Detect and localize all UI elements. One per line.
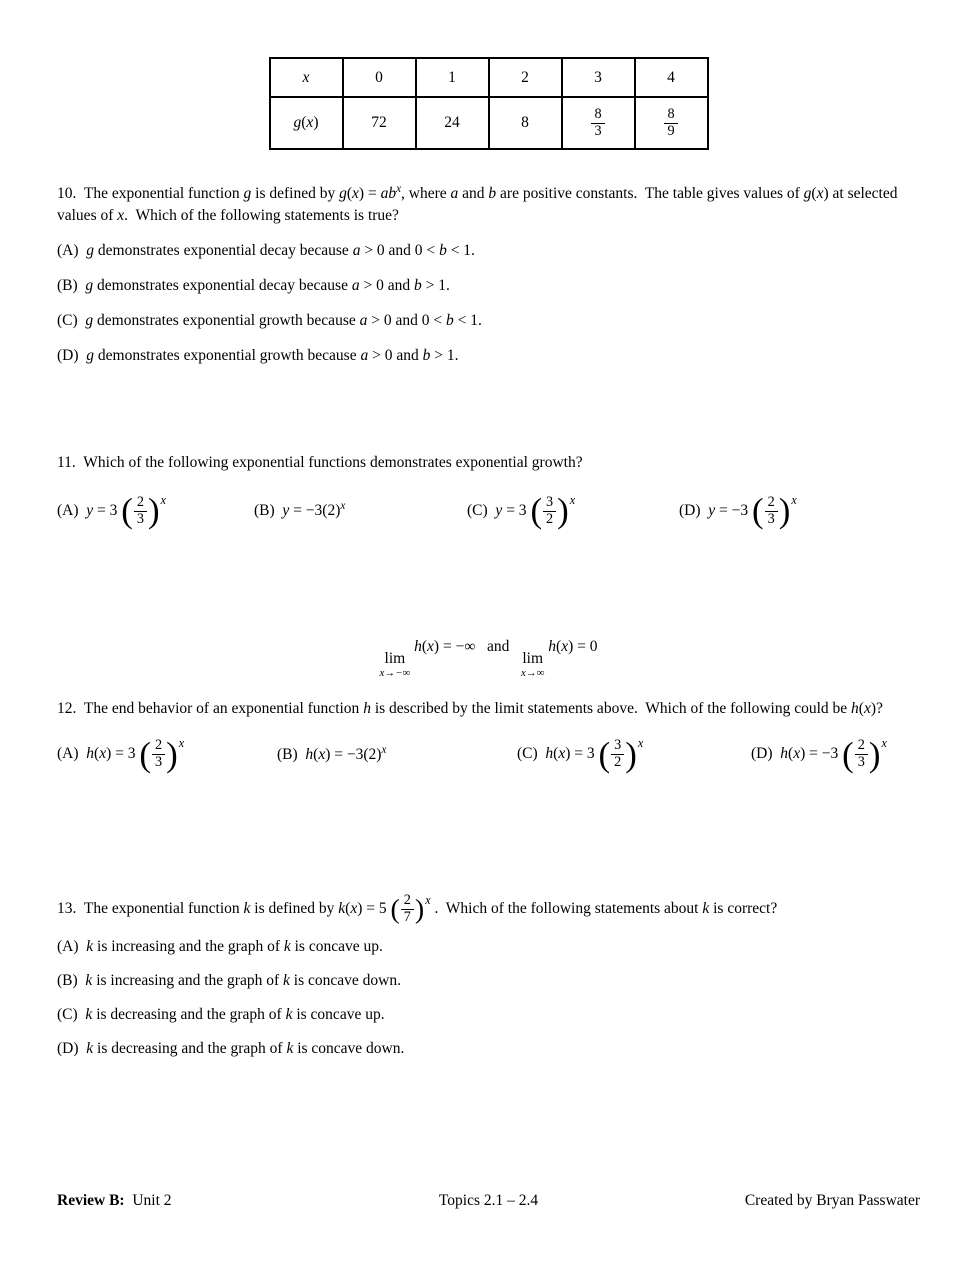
table-cell-g0: 72 xyxy=(343,97,416,149)
table-cell-x0: 0 xyxy=(343,58,416,97)
page-footer xyxy=(57,1190,920,1212)
question-11-prompt: 11. Which of the following exponential functions demonstrates exponential growth? xyxy=(57,454,583,471)
worksheet-content xyxy=(0,57,979,1060)
table-header-row xyxy=(270,58,708,97)
question-13-option-b: (B) k is increasing and the graph of k is concave down. xyxy=(57,971,401,989)
table-cell-x2: 2 xyxy=(489,58,562,97)
question-12-option-c: (C) h(x) = 3 ( $\frac{3}{2}$ ) x xyxy=(517,735,644,775)
question-13-prompt: 13. The exponential function k is defined by k(x) = 5 ( $\frac{2}{7}$ ) x . Which of the following statements about k is correct? xyxy=(57,891,778,925)
question-10-option-a: (A) g demonstrates exponential decay because a > 0 and 0 < b < 1. xyxy=(57,242,475,259)
question-11-option-b: (B) $y = -3(2)^x$ xyxy=(254,499,346,519)
question-10-prompt: 10. The exponential function g is defined by $g(x) = ab^x$, where a and b are positive constants. The table gives values of g(x) at selected values of x. Which of the following statements is true? xyxy=(57,182,902,224)
question-12-options xyxy=(57,730,920,780)
question-11-option-c: (C) y = 3 ( $\frac{3}{2}$ ) x xyxy=(467,491,576,531)
question-12-option-b: (B) $h(x) = -3(2)^x$ xyxy=(277,743,387,763)
table-cell-g1: 24 xyxy=(416,97,489,149)
question-11-option-d: (D) y = −3 ( $\frac{2}{3}$ ) x xyxy=(679,491,797,531)
table-cell-x3: 3 xyxy=(562,58,635,97)
question-12-prompt: 12. The end behavior of an exponential function h is described by the limit statements above. Which of the following could be h(x)? xyxy=(57,699,883,717)
question-11-option-a: (A) y = 3 ( $\frac{2}{3}$ ) x xyxy=(57,491,167,531)
question-12-option-d: (D) h(x) = −3 ( $\frac{2}{3}$ ) x xyxy=(751,735,887,775)
question-11-options xyxy=(57,486,920,536)
table-cell-x-label: x xyxy=(270,58,343,97)
question-13-option-c: (C) k is decreasing and the graph of k is concave up. xyxy=(57,1005,385,1023)
table-cell-x1: 1 xyxy=(416,58,489,97)
table-value-row xyxy=(270,97,708,149)
question-10-option-c: (C) g demonstrates exponential growth because a > 0 and 0 < b < 1. xyxy=(57,312,482,329)
question-10-option-b: (B) g demonstrates exponential decay because a > 0 and b > 1. xyxy=(57,277,450,294)
limit-statements: lim x→−∞ h(x) = −∞ and lim x→∞ h(x) = 0 xyxy=(379,638,598,680)
question-13-option-a: (A) k is increasing and the graph of k is concave up. xyxy=(57,937,383,955)
table-cell-x4: 4 xyxy=(635,58,708,97)
footer-topics: Topics 2.1 – 2.4 xyxy=(438,1192,539,1209)
table-cell-g4: $\frac{8}{9}$ xyxy=(635,97,708,149)
table-cell-g3: $\frac{8}{3}$ xyxy=(562,97,635,149)
footer-review-label: Review B: Unit 2 xyxy=(57,1192,172,1209)
values-table xyxy=(269,57,709,150)
footer-author: Created by Bryan Passwater xyxy=(744,1192,921,1209)
table-cell-gx-label: g(x) xyxy=(270,97,343,149)
question-13-option-d: (D) k is decreasing and the graph of k is concave down. xyxy=(57,1039,405,1057)
question-12-option-a: (A) h(x) = 3 ( $\frac{2}{3}$ ) x xyxy=(57,735,185,775)
question-10-option-d: (D) g demonstrates exponential growth because a > 0 and b > 1. xyxy=(57,347,459,364)
table-cell-g2: 8 xyxy=(489,97,562,149)
